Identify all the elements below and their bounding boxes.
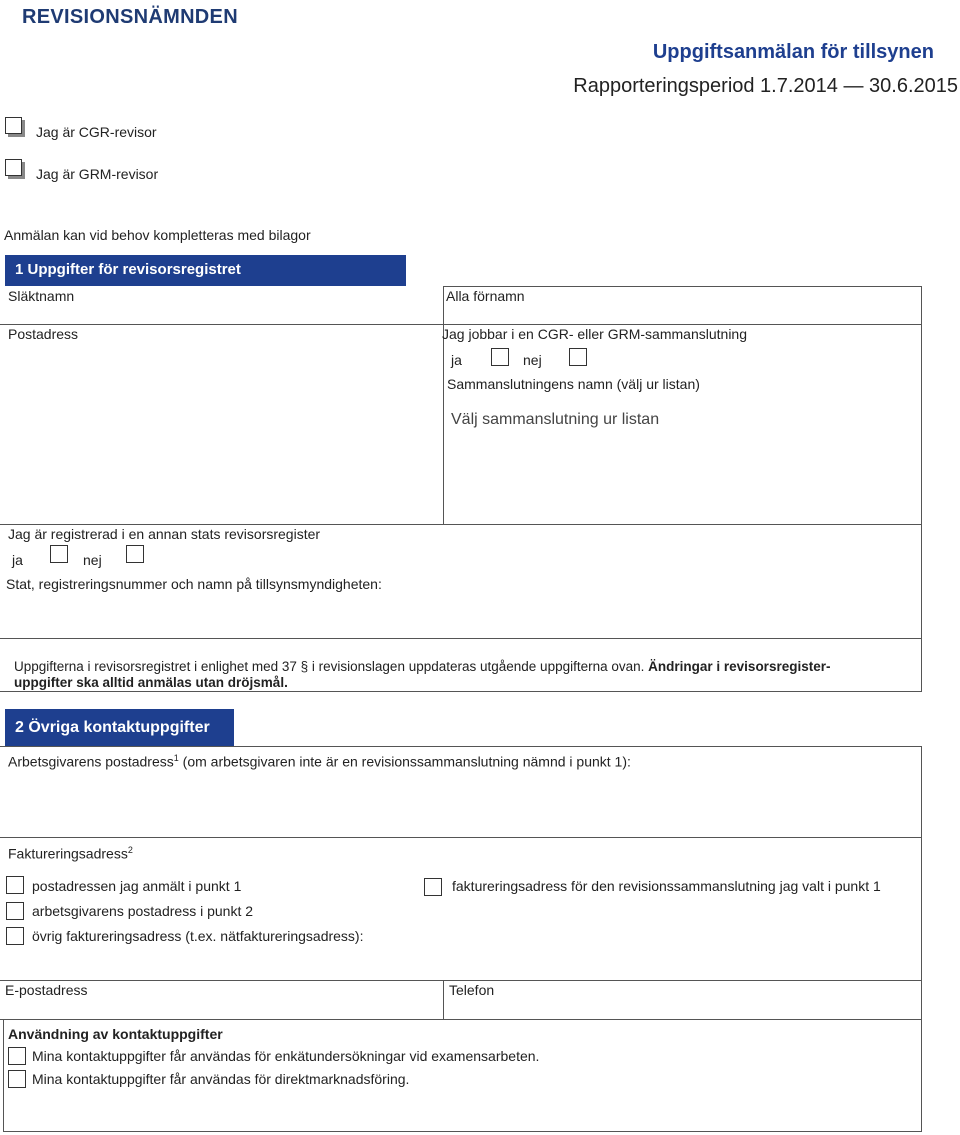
cgr-checkbox[interactable] xyxy=(5,117,22,134)
usage-survey-checkbox[interactable] xyxy=(8,1047,26,1065)
phone-label: Telefon xyxy=(449,982,495,998)
billing-firm-label: faktureringsadress för den revisionssammanslutning jag valt i punkt 1 xyxy=(452,878,881,894)
billing-firm-checkbox[interactable] xyxy=(424,878,442,896)
billing-postal-label: postadressen jag anmält i punkt 1 xyxy=(32,878,242,894)
usage-survey-label: Mina kontaktuppgifter får användas för enkätundersökningar vid examensarbeten. xyxy=(32,1048,540,1064)
firm-select[interactable]: Välj sammanslutning ur listan xyxy=(451,411,660,428)
form-title: Uppgiftsanmälan för tillsynen xyxy=(652,41,934,63)
registry-no-label: nej xyxy=(83,552,102,568)
registry-no-checkbox[interactable] xyxy=(126,545,144,563)
usage-marketing-label: Mina kontaktuppgifter får användas för direktmarknadsföring. xyxy=(32,1071,410,1087)
registry-info-bold-2: uppgifter ska alltid anmälas utan dröjsmål. xyxy=(14,675,288,690)
reporting-period: Rapporteringsperiod 1.7.2014 — 30.6.2015 xyxy=(573,75,958,97)
registry-yes-label: ja xyxy=(12,552,23,568)
state-info-label: Stat, registreringsnummer och namn på tillsynsmyndigheten: xyxy=(6,576,382,592)
registry-yes-checkbox[interactable] xyxy=(50,545,68,563)
works-in-firm-label: Jag jobbar i en CGR- eller GRM-sammanslutning xyxy=(442,326,747,342)
employer-address-note: (om arbetsgivaren inte är en revisionssammanslutning nämnd i punkt 1): xyxy=(182,753,631,770)
usage-marketing-checkbox[interactable] xyxy=(8,1070,26,1088)
billing-other-label: övrig faktureringsadress (t.ex. nätfaktureringsadress): xyxy=(32,928,364,944)
other-registry-label: Jag är registrerad i en annan stats revisorsregister xyxy=(8,526,321,542)
grm-label: Jag är GRM-revisor xyxy=(36,166,159,182)
billing-other-checkbox[interactable] xyxy=(6,927,24,945)
surname-label: Släktnamn xyxy=(8,288,75,304)
billing-employer-checkbox[interactable] xyxy=(6,902,24,920)
billing-employer-label: arbetsgivarens postadress i punkt 2 xyxy=(32,903,254,919)
section1-heading: 1 Uppgifter för revisorsregistret xyxy=(5,255,406,286)
logo: REVISIONSNÄMNDEN xyxy=(22,6,238,28)
firm-no-label: nej xyxy=(523,352,542,368)
email-label: E-postadress xyxy=(5,982,88,998)
usage-heading: Användning av kontaktuppgifter xyxy=(8,1026,223,1042)
registry-info-text xyxy=(14,659,830,674)
attachments-note: Anmälan kan vid behov kompletteras med bilagor xyxy=(4,227,311,243)
firm-yes-checkbox[interactable] xyxy=(491,348,509,366)
billing-address-text: Faktureringsadress xyxy=(8,845,128,862)
firm-name-label: Sammanslutningens namn (välj ur listan) xyxy=(447,376,700,392)
registry-info-normal: Uppgifterna i revisorsregistret i enlighet med 37 § i revisionslagen uppdateras utgående uppgifterna ovan. xyxy=(14,659,645,674)
billing-address-label xyxy=(8,845,133,862)
postal-address-label: Postadress xyxy=(8,326,79,342)
first-names-label: Alla förnamn xyxy=(446,288,525,304)
billing-postal-checkbox[interactable] xyxy=(6,876,24,894)
firm-no-checkbox[interactable] xyxy=(569,348,587,366)
employer-address-text: Arbetsgivarens postadress xyxy=(8,753,174,770)
section2-heading: 2 Övriga kontaktuppgifter xyxy=(5,709,234,746)
employer-address-label xyxy=(8,753,631,770)
footnote-2: 2 xyxy=(127,845,133,855)
firm-yes-label: ja xyxy=(451,352,462,368)
footnote-1: 1 xyxy=(173,753,179,763)
registry-info-bold-1: Ändringar i revisorsregister- xyxy=(648,659,831,674)
cgr-label: Jag är CGR-revisor xyxy=(36,124,157,140)
grm-checkbox[interactable] xyxy=(5,159,22,176)
